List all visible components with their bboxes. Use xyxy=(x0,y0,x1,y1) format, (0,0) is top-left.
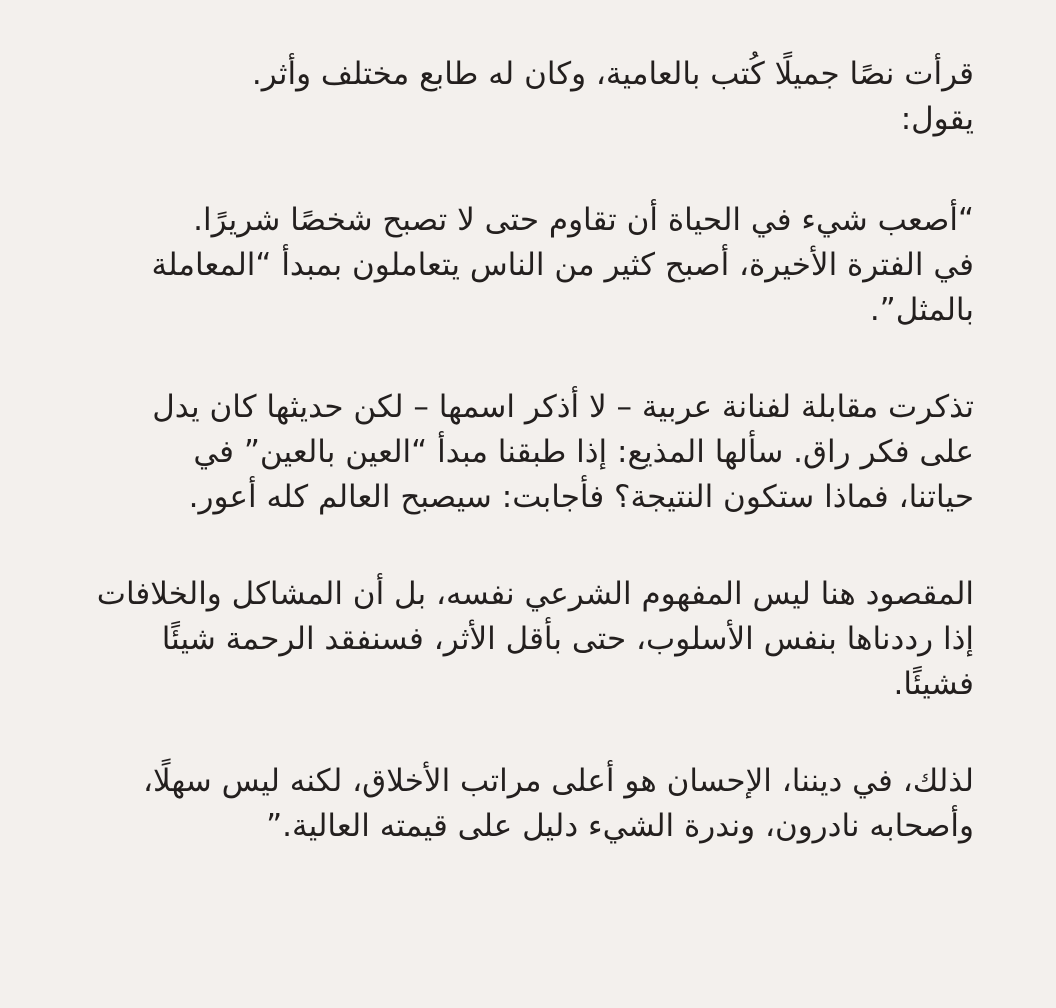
text-line: فشيئًا. xyxy=(893,666,974,702)
text-line: تذكرت مقابلة لفنانة عربية – لا أذكر اسمها – لكن حديثها كان يدل xyxy=(152,389,974,425)
paragraph-spacer xyxy=(84,520,974,572)
text-line: لذلك، في ديننا، الإحسان هو أعلى مراتب الأخلاق، لكنه ليس سهلًا، xyxy=(142,763,974,799)
text-line: إذا رددناها بنفس الأسلوب، حتى بأقل الأثر، فسنفقد الرحمة شيئًا xyxy=(161,621,974,657)
quote-paragraph-1 xyxy=(84,198,974,333)
quote-paragraph-3 xyxy=(84,572,974,707)
text-line: يقول: xyxy=(900,101,974,137)
text-line: في الفترة الأخيرة، أصبح كثير من الناس يتعاملون بمبدأ “المعاملة xyxy=(151,247,974,283)
text-line: قرأت نصًا جميلًا كُتب بالعامية، وكان له طابع مختلف وأثر. xyxy=(251,56,974,92)
quote-paragraph-4 xyxy=(84,759,974,849)
text-line: بالمثل”. xyxy=(869,292,974,328)
quote-paragraph-2 xyxy=(84,385,974,520)
text-line: المقصود هنا ليس المفهوم الشرعي نفسه، بل أن المشاكل والخلافات xyxy=(96,576,974,612)
paragraph-spacer xyxy=(84,142,974,198)
text-line: وأصحابه نادرون، وندرة الشيء دليل على قيمته العالية.” xyxy=(266,808,974,844)
paragraph-spacer xyxy=(84,333,974,385)
paragraph-spacer xyxy=(84,707,974,759)
text-line: على فكر راق. سألها المذيع: إذا طبقنا مبدأ “العين بالعين” في xyxy=(193,434,974,470)
text-line: حياتنا، فماذا ستكون النتيجة؟ فأجابت: سيصبح العالم كله أعور. xyxy=(188,479,974,515)
intro-paragraph xyxy=(84,52,974,142)
text-line: “أصعب شيء في الحياة أن تقاوم حتى لا تصبح شخصًا شريرًا. xyxy=(193,202,974,238)
